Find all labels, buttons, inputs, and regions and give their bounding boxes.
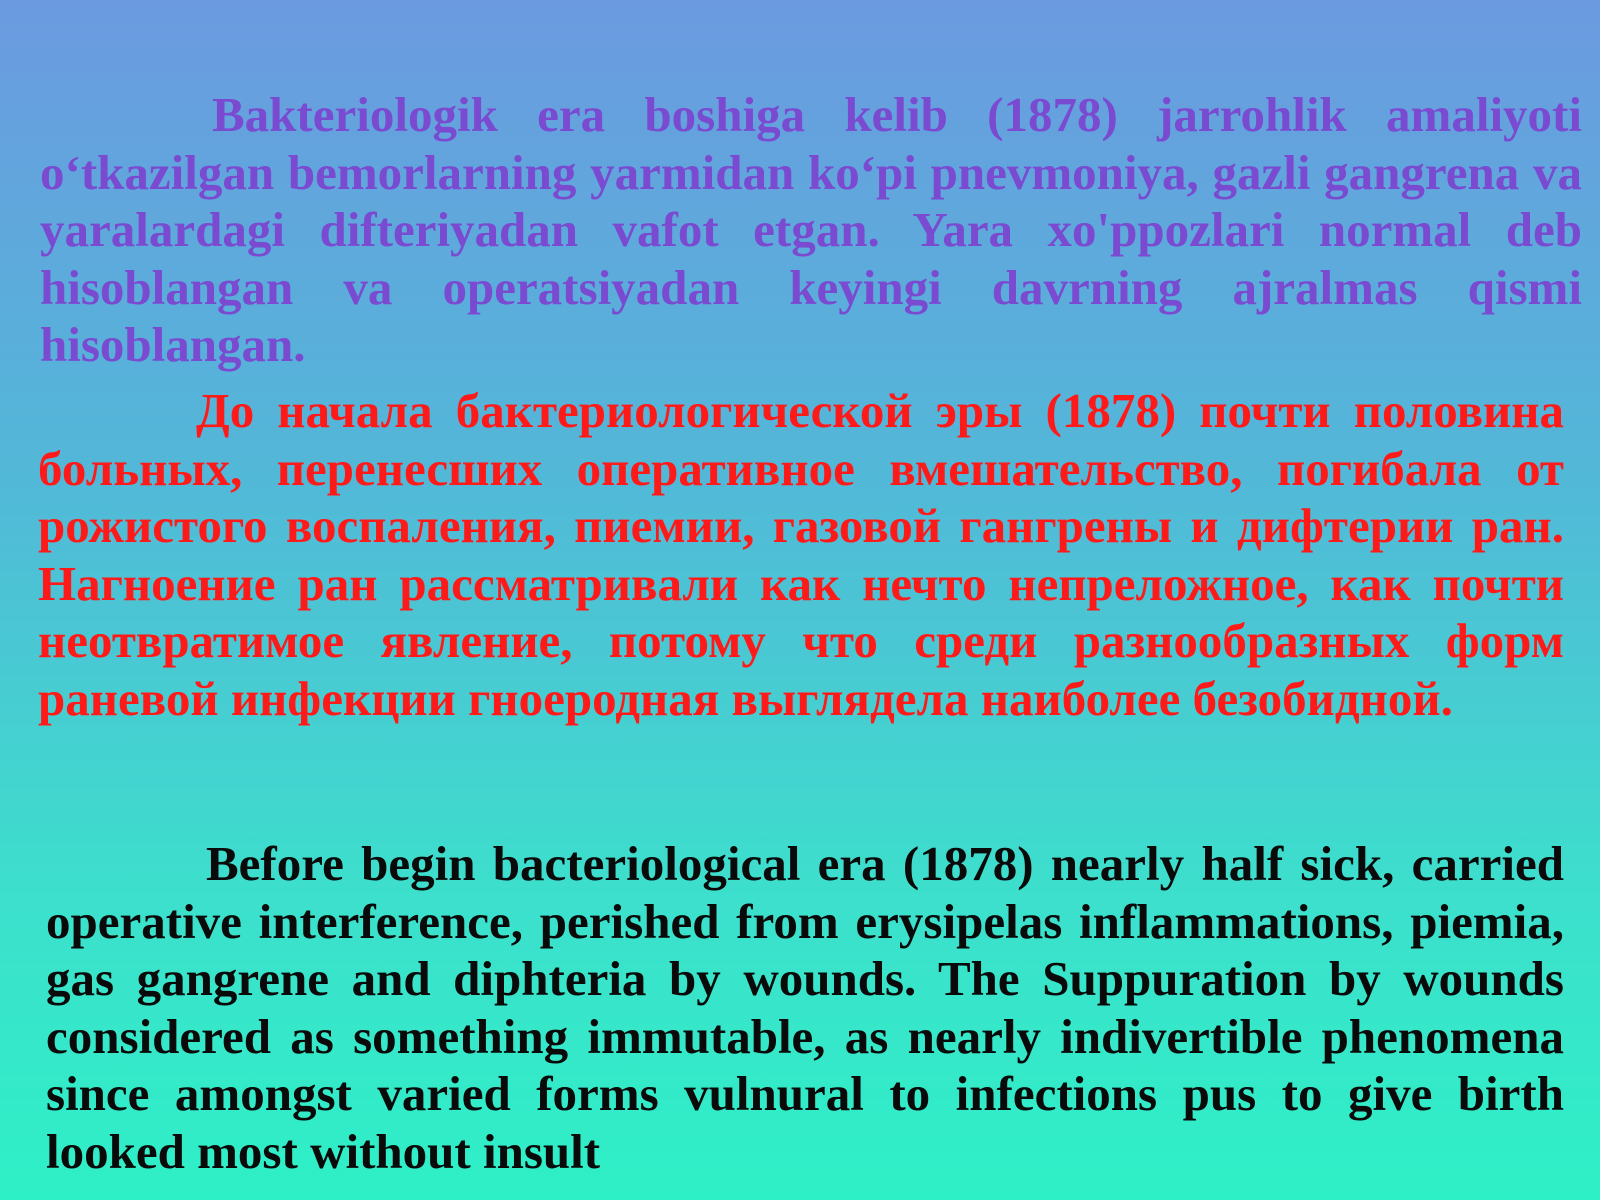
english-paragraph: Before begin bacteriological era (1878) nearly half sick, carried operative interference, perished from erysipelas inflammations, piemia, gas gangrene and diphteria by wounds. The Suppuration by wounds considered as something immutable, as nearly indivertible phenomena since amongst varied forms vulnural to infections pus to give birth looked most without insult	[46, 836, 1564, 1179]
russian-paragraph: До начала бактериологической эры (1878) почти половина больных, перенесших оперативное вмешательство, погибала от рожистого воспаления, пиемии, газовой гангрены и дифтерии ран. Нагноение ран рассматривали как нечто непреложное, как почти неотвратимое явление, потому что среди разнообразных форм раневой инфекции гноеродная выглядела наиболее безобидной.	[38, 383, 1564, 726]
uzbek-paragraph: Bakteriologik era boshiga kelib (1878) jarrohlik amaliyoti o‘tkazilgan bemorlarning yarmidan ko‘pi pnevmoniya, gazli gangrena va yaralardagi difteriyadan vafot etgan. Yara xo'ppozlari normal deb hisoblangan va operatsiyadan keyingi davrning ajralmas qismi hisoblangan.	[40, 87, 1582, 372]
